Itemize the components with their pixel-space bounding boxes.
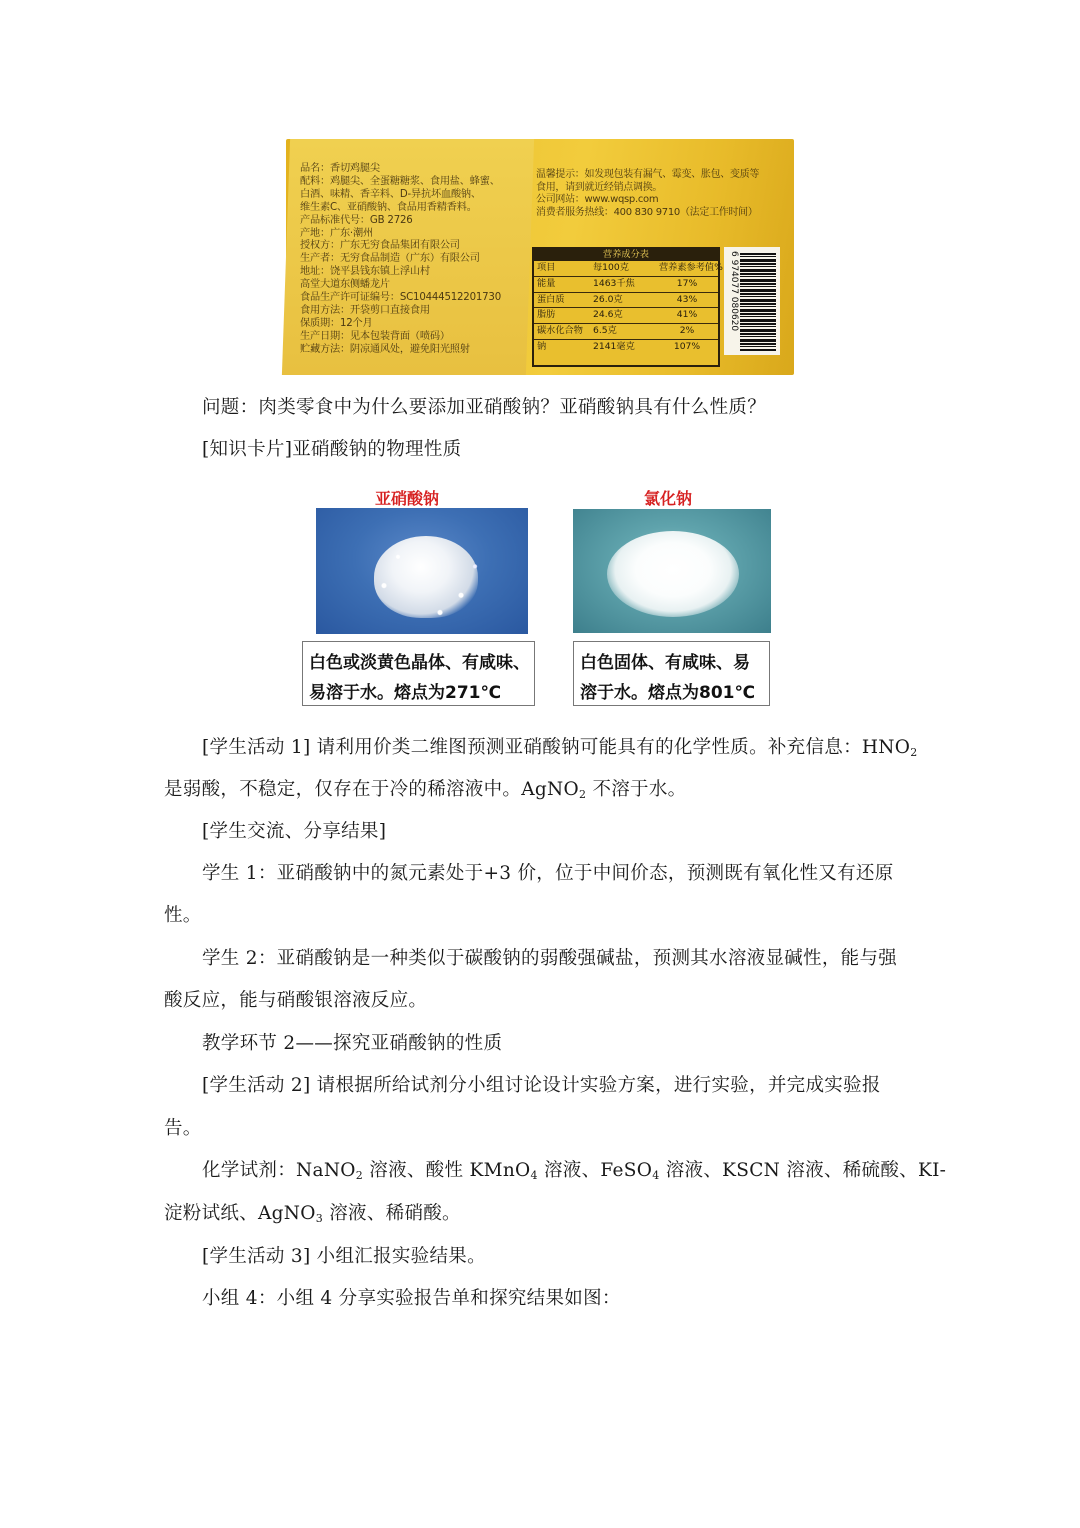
- nutrition-cell: 蛋白质: [537, 293, 565, 305]
- nutrition-cell: 营养素参考值%: [659, 262, 723, 273]
- nutrition-cell: 17%: [676, 277, 698, 289]
- package-line: 贮藏方法：阴凉通风处，避免阳光照射: [300, 343, 470, 355]
- activity1-line2: [164, 779, 686, 801]
- nutrition-table-title: 营养成分表: [534, 249, 718, 261]
- package-line: 生产日期：见本包装背面（喷码）: [300, 330, 450, 342]
- subscript: 2: [910, 746, 918, 759]
- nutrition-cell: 碳水化合物: [537, 325, 583, 337]
- nutrition-row: [534, 308, 718, 324]
- subscript: 2: [578, 788, 587, 801]
- package-notice-text: [536, 169, 786, 219]
- nutrition-cell: 能量: [537, 277, 556, 289]
- sodium-chloride-description: [573, 641, 770, 706]
- package-line: 保质期：12个月: [300, 317, 373, 329]
- nutrition-cell: 41%: [676, 309, 698, 321]
- nutrition-cell: 2141毫克: [593, 340, 635, 352]
- student1-line1: 学生 1：亚硝酸钠中的氮元素处于+3 价，位于中间价态，预测既有氧化性又有还原: [202, 863, 894, 884]
- activity2-line1: [学生活动 2] 请根据所给试剂分小组讨论设计实验方案，进行实验，并完成实验报: [202, 1075, 881, 1096]
- reagents-text: 淀粉试纸、AgNO: [164, 1203, 316, 1224]
- package-notice-line: 温馨提示：如发现包装有漏气、霉变、胀包、变质等: [536, 169, 760, 180]
- reagents-text: 溶液、稀硝酸。: [323, 1203, 461, 1224]
- activity1-line1: [202, 737, 918, 759]
- section2-heading: 教学环节 2——探究亚硝酸钠的性质: [202, 1033, 503, 1054]
- barcode: [724, 247, 780, 355]
- sodium-chloride-photo: [573, 509, 771, 633]
- activity1-text: 不溶于水。: [586, 779, 687, 800]
- nutrition-cell: 24.6克: [593, 309, 623, 321]
- nutrition-row: [534, 293, 718, 309]
- nutrition-cell: 项目: [537, 262, 556, 273]
- student2-line2: 酸反应，能与硝酸银溶液反应。: [164, 990, 428, 1011]
- nutrition-cell: 脂肪: [537, 309, 556, 321]
- package-line: 地址：饶平县钱东镇上浮山村: [300, 266, 430, 278]
- reagents-text: 溶液、KSCN 溶液、稀硫酸、KI-: [659, 1160, 947, 1181]
- question-paragraph: 问题：肉类零食中为什么要添加亚硝酸钠？亚硝酸钠具有什么性质？: [202, 397, 767, 418]
- activity3-line: [学生活动 3] 小组汇报实验结果。: [202, 1246, 486, 1267]
- package-line: 授权方：广东无穷食品集团有限公司: [300, 240, 460, 252]
- package-line: 食品生产许可证编号：SC10444512201730: [300, 292, 501, 304]
- subscript: 4: [530, 1169, 538, 1182]
- description-line: 白色或淡黄色晶体、有咸味、: [309, 653, 530, 673]
- package-line: 维生素C、亚硝酸钠、食品用香精香料。: [300, 201, 477, 213]
- group4-line: 小组 4：小组 4 分享实验报告单和探究结果如图：: [202, 1288, 621, 1309]
- package-line: 产地：广东·潮州: [300, 227, 373, 239]
- package-notice-line: 公司网站：www.wqsp.com: [536, 194, 659, 206]
- reagents-text: 化学试剂：NaNO: [202, 1160, 356, 1181]
- nutrition-cell: 107%: [673, 340, 701, 352]
- reagents-line2: [164, 1203, 461, 1225]
- barcode-number: 6 974077 080620: [729, 251, 739, 332]
- student2-line1: 学生 2：亚硝酸钠是一种类似于碳酸钠的弱酸强碱盐，预测其水溶液显碱性，能与强: [202, 948, 898, 969]
- sodium-nitrite-description: [302, 641, 535, 706]
- barcode-bars: [740, 253, 776, 351]
- reagents-text: 溶液、FeSO: [537, 1160, 653, 1181]
- description-line: 易溶于水。熔点为271℃: [309, 683, 502, 703]
- nutrition-facts-table: [532, 247, 723, 367]
- activity1-text: 是弱酸，不稳定，仅存在于冷的稀溶液中。AgNO: [164, 779, 579, 800]
- nutrition-cell: 钠: [537, 340, 547, 352]
- package-line: 品名：香切鸡腿尖: [300, 163, 380, 174]
- activity2-line2: 告。: [164, 1118, 202, 1139]
- nutrition-cell: 每100克: [593, 262, 629, 273]
- nutrition-cell: 2%: [679, 325, 695, 337]
- sodium-nitrite-photo: [316, 508, 528, 634]
- subscript: 2: [355, 1169, 364, 1182]
- nutrition-row: [534, 340, 718, 355]
- package-line: 食用方法：开袋剪口直接食用: [300, 304, 430, 316]
- powder-pile: [607, 531, 739, 617]
- package-notice-line: 消费者服务热线：400 830 9710（法定工作时间）: [536, 206, 758, 218]
- sodium-nitrite-title: 亚硝酸钠: [374, 489, 439, 508]
- nutrition-cell: 1463千焦: [593, 277, 635, 289]
- subscript: 4: [652, 1169, 660, 1182]
- nutrition-row: [534, 324, 718, 340]
- sodium-chloride-title: 氯化钠: [643, 489, 692, 508]
- nutrition-row: [534, 277, 718, 293]
- package-notice-line: 食用，请到就近经销点调换。: [536, 181, 663, 193]
- package-line: 高堂大道东侧蟠龙片: [300, 279, 390, 291]
- nutrition-cell: 26.0克: [593, 293, 623, 305]
- reagents-text: 溶液、酸性 KMnO: [363, 1160, 531, 1181]
- student1-line2: 性。: [164, 905, 202, 926]
- package-ingredient-list: [300, 163, 528, 357]
- package-line: 生产者：无穷食品制造（广东）有限公司: [300, 253, 480, 265]
- subscript: 3: [315, 1212, 324, 1225]
- exchange-heading: [学生交流、分享结果]: [202, 821, 387, 842]
- nutrition-header-row: [534, 261, 723, 277]
- description-line: 白色固体、有咸味、易: [580, 653, 750, 673]
- nutrition-cell: 43%: [676, 293, 698, 305]
- food-package-label-photo: [286, 139, 794, 375]
- description-line: 溶于水。熔点为801℃: [580, 683, 756, 703]
- package-line: 配料：鸡腿尖、全蛋糖糖浆、食用盐、蜂蜜、: [300, 175, 500, 187]
- knowledge-card-heading: [知识卡片]亚硝酸钠的物理性质: [202, 439, 462, 460]
- package-line: 白酒、味精、香辛料、D-异抗坏血酸钠、: [300, 188, 481, 200]
- nutrition-cell: 6.5克: [593, 325, 617, 337]
- reagents-line1: [202, 1160, 946, 1182]
- package-line: 产品标准代号：GB 2726: [300, 214, 413, 226]
- crystal-grains: [356, 528, 496, 624]
- activity1-text: [学生活动 1] 请利用价类二维图预测亚硝酸钠可能具有的化学性质。补充信息：HNO: [202, 737, 911, 758]
